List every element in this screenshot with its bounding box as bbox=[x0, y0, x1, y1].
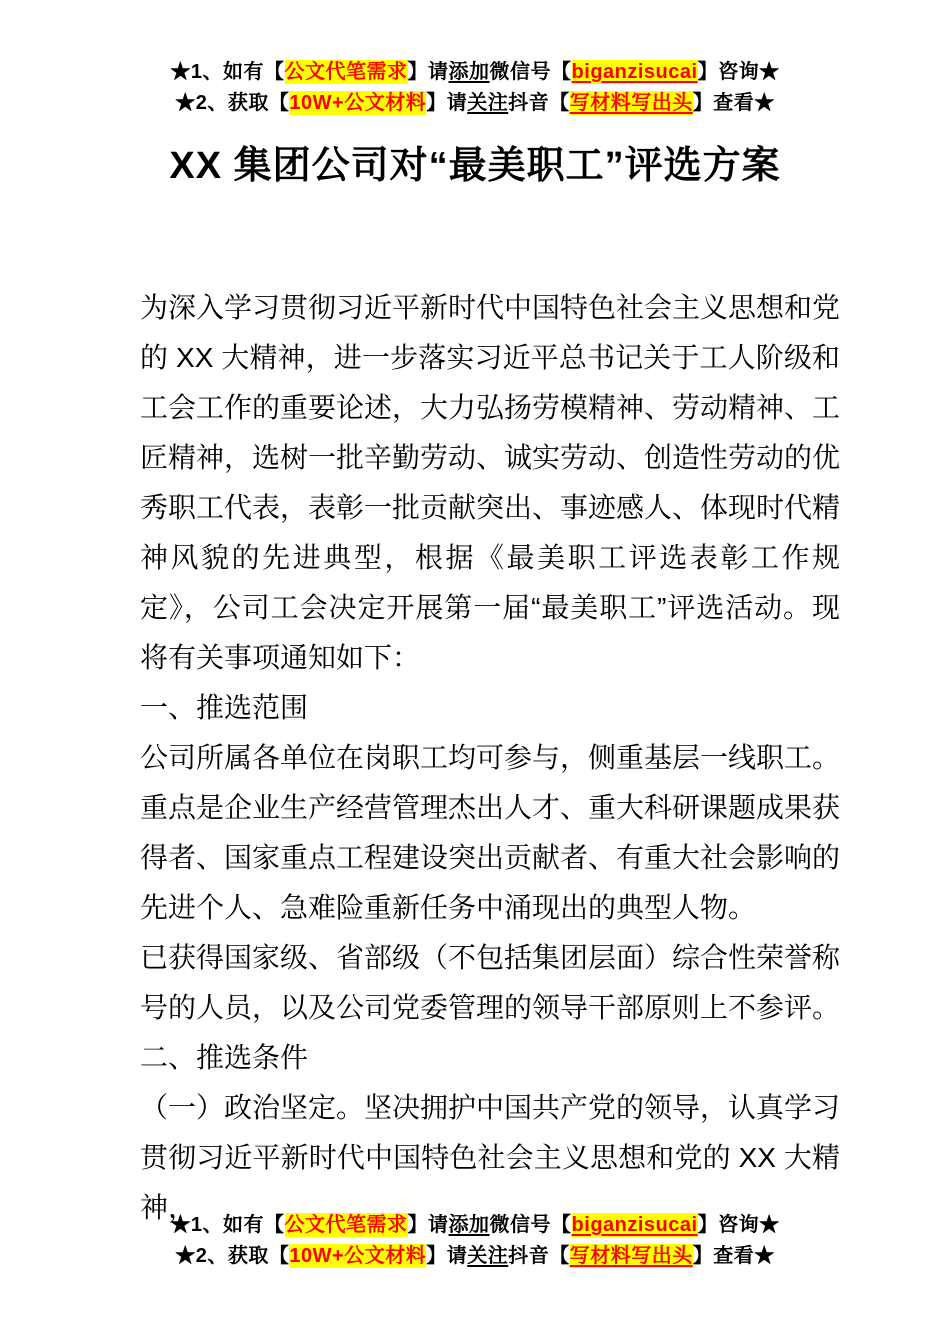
header-notice bbox=[0, 0, 950, 119]
notice-underline-follow: 关注 bbox=[467, 92, 509, 114]
notice-mid: 】请 bbox=[426, 92, 468, 114]
footer-notice-line-1 bbox=[0, 1210, 950, 1241]
notice-suffix: 】查看★ bbox=[692, 1245, 775, 1267]
paragraph-scope-detail: 公司所属各单位在岗职工均可参与，侧重基层一线职工。重点是企业生产经营管理杰出人才、重大科研课题成果获得者、国家重点工程建设突出贡献者、有重大社会影响的先进个人、急难险重新任务中涌现出的典型人物。 bbox=[140, 742, 841, 923]
paragraph-scope-exclusion: 已获得国家级、省部级（不包括集团层面）综合性荣誉称号的人员，以及公司党委管理的领导干部原则上不参评。 bbox=[140, 942, 841, 1023]
notice-highlight-materials: 10W+公文材料 bbox=[289, 1245, 427, 1267]
notice-mid: 】请 bbox=[426, 1245, 468, 1267]
notice-suffix: 】咨询★ bbox=[697, 1214, 780, 1236]
notice-prefix: ★2、获取【 bbox=[175, 1245, 290, 1267]
notice-underline-follow: 关注 bbox=[467, 1245, 509, 1267]
notice-highlight-materials: 10W+公文材料 bbox=[289, 92, 427, 114]
header-notice-line-1 bbox=[0, 57, 950, 88]
notice-wechat-id: biganzisucai bbox=[571, 1214, 698, 1236]
notice-prefix: ★1、如有【 bbox=[170, 61, 285, 83]
notice-underline-add: 添加 bbox=[448, 61, 490, 83]
paragraph-heading-scope: 一、推选范围 bbox=[140, 692, 309, 723]
paragraph-heading-conditions: 二、推选条件 bbox=[140, 1042, 309, 1073]
paragraph-condition-1: （一）政治坚定。坚决拥护中国共产党的领导，认真学习贯彻习近平新时代中国特色社会主义思想和党的 XX 大精神， bbox=[140, 1092, 841, 1223]
notice-mid: 微信号【 bbox=[489, 61, 572, 83]
notice-mid: 】请 bbox=[407, 1214, 449, 1236]
document-body bbox=[140, 283, 840, 1233]
notice-mid: 】请 bbox=[407, 61, 449, 83]
paragraph-intro: 为深入学习贯彻习近平新时代中国特色社会主义思想和党的 XX 大精神，进一步落实习近平总书记关于工人阶级和工会工作的重要论述，大力弘扬劳模精神、劳动精神、工匠精神，选树一批辛勤劳动、诚实劳动、创造性劳动的优秀职工代表，表彰一批贡献突出、事迹感人、体现时代精神风貌的先进典型，根据《最美职工评选表彰工作规定》，公司工会决定开展第一届“最美职工”评选活动。现将有关事项通知如下： bbox=[140, 292, 841, 673]
notice-highlight-service: 公文代笔需求 bbox=[284, 61, 408, 83]
header-notice-line-2 bbox=[0, 88, 950, 119]
footer-notice bbox=[0, 1210, 950, 1272]
notice-douyin-id: 写材料写出头 bbox=[569, 1245, 693, 1267]
notice-highlight-service: 公文代笔需求 bbox=[284, 1214, 408, 1236]
notice-mid: 微信号【 bbox=[489, 1214, 572, 1236]
notice-mid: 抖音【 bbox=[508, 1245, 570, 1267]
document-title: XX 集团公司对“最美职工”评选方案 bbox=[169, 145, 781, 187]
notice-suffix: 】咨询★ bbox=[697, 61, 780, 83]
notice-prefix: ★2、获取【 bbox=[175, 92, 290, 114]
notice-suffix: 】查看★ bbox=[692, 92, 775, 114]
notice-prefix: ★1、如有【 bbox=[170, 1214, 285, 1236]
notice-underline-add: 添加 bbox=[448, 1214, 490, 1236]
footer-notice-line-2 bbox=[0, 1241, 950, 1272]
notice-wechat-id: biganzisucai bbox=[571, 61, 698, 83]
notice-douyin-id: 写材料写出头 bbox=[569, 92, 693, 114]
notice-mid: 抖音【 bbox=[508, 92, 570, 114]
